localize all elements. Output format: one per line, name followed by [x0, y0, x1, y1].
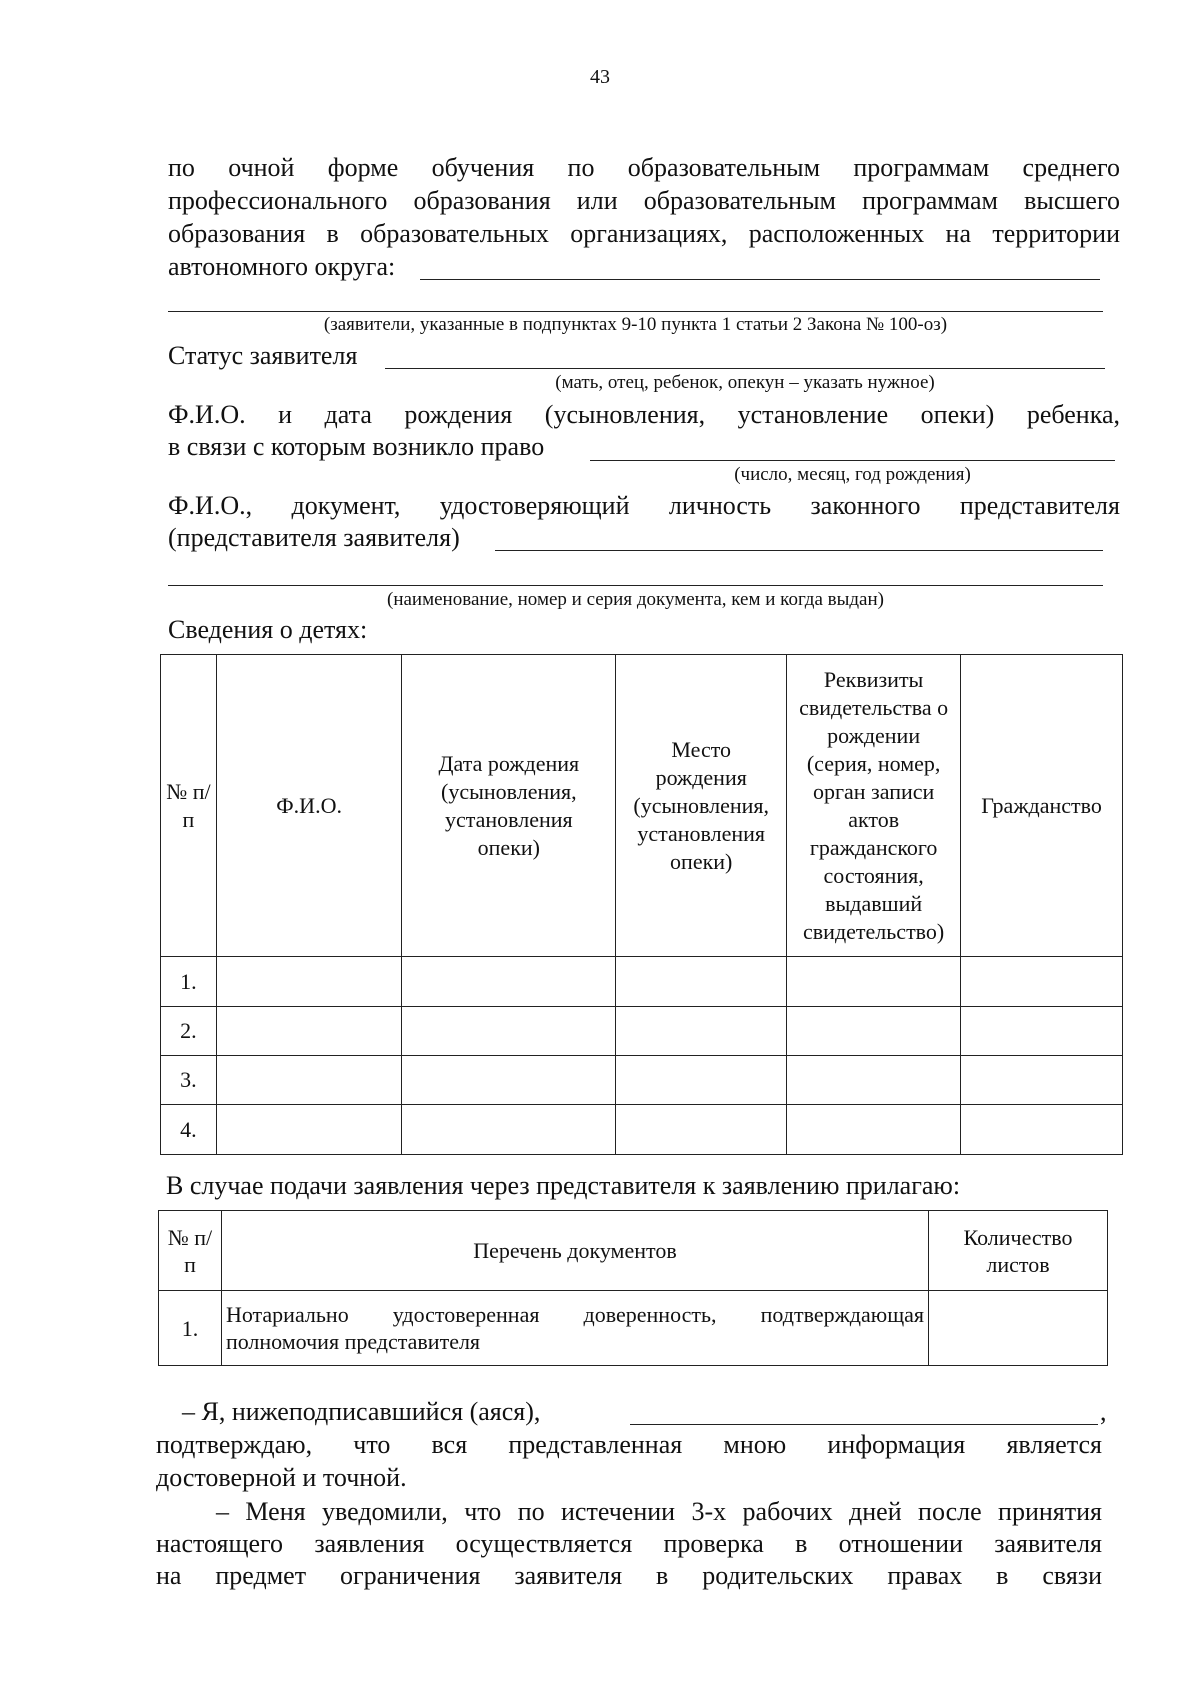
- attachments-table-header: [159, 1211, 1108, 1291]
- cell-fio[interactable]: [216, 1056, 402, 1105]
- region-field-line[interactable]: [420, 279, 1100, 280]
- table-row: [161, 1056, 1123, 1105]
- table-row: [161, 1007, 1123, 1056]
- cell-certificate[interactable]: [787, 1056, 961, 1105]
- child-line-2: в связи с которым возникло право: [168, 432, 545, 461]
- children-table-header: [161, 655, 1123, 957]
- attach-row-number: 1.: [159, 1291, 222, 1366]
- signer-name-line[interactable]: [630, 1424, 1098, 1425]
- attach-row-document: Нотариально удостоверенная доверенность, подтверждающая полномочия представителя: [221, 1291, 928, 1366]
- cell-birth-date[interactable]: [402, 1007, 616, 1056]
- header-number: № п/п: [161, 655, 217, 957]
- cell-fio[interactable]: [216, 1007, 402, 1056]
- status-field-line[interactable]: [385, 368, 1105, 369]
- row-number: 1.: [161, 957, 217, 1007]
- attach-header-documents: Перечень документов: [221, 1211, 928, 1291]
- table-row: [161, 1105, 1123, 1155]
- cell-certificate[interactable]: [787, 1105, 961, 1155]
- children-heading: Сведения о детях:: [168, 615, 368, 644]
- cell-birth-place[interactable]: [616, 1056, 787, 1105]
- status-label: Статус заявителя: [168, 341, 358, 370]
- cell-citizenship[interactable]: [961, 1056, 1123, 1105]
- header-birth-place: Место рождения (усыновления, установления опеки): [616, 655, 787, 957]
- confirm-line-1: подтверждаю, что вся представленная мною информация является: [156, 1430, 1102, 1459]
- rep-field-line[interactable]: [495, 550, 1103, 551]
- region-field-line-2[interactable]: [168, 311, 1103, 312]
- cell-citizenship[interactable]: [961, 1007, 1123, 1056]
- intro-line-2: профессионального образования или образовательным программам высшего: [168, 186, 1120, 215]
- intro-line-4: автономного округа:: [168, 252, 396, 281]
- cell-citizenship[interactable]: [961, 957, 1123, 1007]
- header-birth-date: Дата рождения (усыновления, установления опеки): [402, 655, 616, 957]
- cell-fio[interactable]: [216, 957, 402, 1007]
- rep-line-1: Ф.И.О., документ, удостоверяющий личность законного представителя: [168, 491, 1120, 520]
- row-number: 3.: [161, 1056, 217, 1105]
- intro-line-3: образования в образовательных организациях, расположенных на территории: [168, 219, 1120, 248]
- cell-birth-place[interactable]: [616, 1105, 787, 1155]
- cell-birth-date[interactable]: [402, 1105, 616, 1155]
- page-number: 43: [590, 66, 610, 88]
- cell-certificate[interactable]: [787, 957, 961, 1007]
- header-certificate: Реквизиты свидетельства о рождении (серия, номер, орган записи актов гражданского состояния, выдавший свидетельство): [787, 655, 961, 957]
- rep-line-2: (представителя заявителя): [168, 523, 460, 552]
- signer-prefix: – Я, нижеподписавшийся (аяся),: [182, 1397, 541, 1426]
- attach-header-sheets: Количество листов: [929, 1211, 1108, 1291]
- signer-suffix: ,: [1100, 1397, 1107, 1426]
- table-row: [159, 1291, 1108, 1366]
- table-row: [161, 957, 1123, 1007]
- notice-line-2: настоящего заявления осуществляется проверка в отношении заявителя: [156, 1529, 1102, 1558]
- cell-birth-date[interactable]: [402, 957, 616, 1007]
- children-table: [160, 654, 1123, 1155]
- child-line-1: Ф.И.О. и дата рождения (усыновления, установление опеки) ребенка,: [168, 400, 1120, 429]
- note-birth: (число, месяц, год рождения): [734, 464, 971, 485]
- rep-field-line-2[interactable]: [168, 585, 1103, 586]
- note-applicants: (заявители, указанные в подпунктах 9-10 пункта 1 статьи 2 Закона № 100-оз): [323, 314, 948, 335]
- cell-birth-place[interactable]: [616, 957, 787, 1007]
- notice-line-1: – Меня уведомили, что по истечении 3-х рабочих дней после принятия: [216, 1497, 1102, 1526]
- cell-citizenship[interactable]: [961, 1105, 1123, 1155]
- note-document: (наименование, номер и серия документа, кем и когда выдан): [387, 589, 884, 610]
- note-status: (мать, отец, ребенок, опекун – указать нужное): [555, 372, 935, 393]
- attachments-table: [158, 1210, 1108, 1366]
- row-number: 2.: [161, 1007, 217, 1056]
- cell-certificate[interactable]: [787, 1007, 961, 1056]
- attach-header-number: № п/п: [159, 1211, 222, 1291]
- header-citizenship: Гражданство: [961, 655, 1123, 957]
- cell-birth-place[interactable]: [616, 1007, 787, 1056]
- child-field-line[interactable]: [590, 460, 1115, 461]
- row-number: 4.: [161, 1105, 217, 1155]
- notice-line-3: на предмет ограничения заявителя в родительских правах в связи: [156, 1561, 1102, 1590]
- confirm-line-2: достоверной и точной.: [156, 1463, 407, 1492]
- header-fio: Ф.И.О.: [216, 655, 402, 957]
- attach-row-sheets[interactable]: [929, 1291, 1108, 1366]
- cell-birth-date[interactable]: [402, 1056, 616, 1105]
- cell-fio[interactable]: [216, 1105, 402, 1155]
- attach-heading: В случае подачи заявления через представителя к заявлению прилагаю:: [166, 1171, 961, 1200]
- intro-line-1: по очной форме обучения по образовательным программам среднего: [168, 153, 1120, 182]
